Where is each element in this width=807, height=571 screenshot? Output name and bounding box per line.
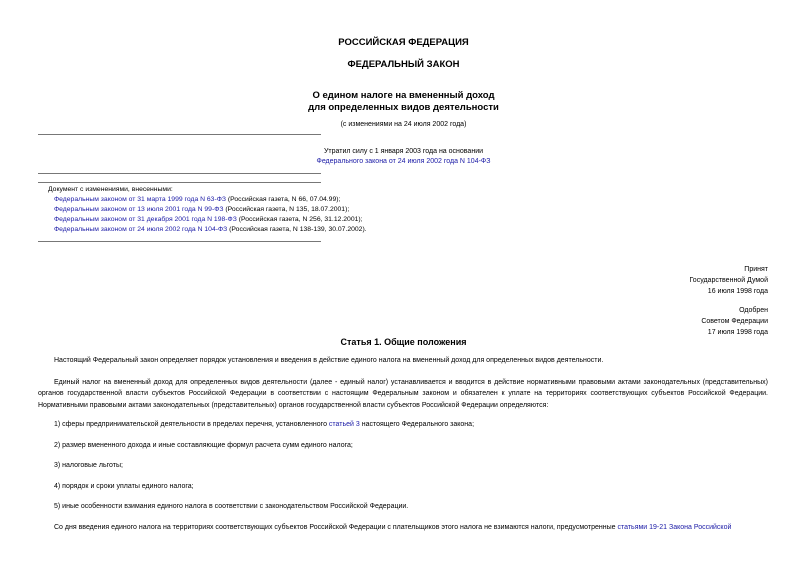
law-articles-link[interactable]: статьями 19-21 Закона Российской (617, 524, 732, 531)
void-notice-line2 (0, 158, 807, 165)
paragraph-text: Единый налог на вмененный доход для определенных видов деятельности (далее - единый налог) устанавливается и вводится в действие нормативными правовыми актами законодательных (представительных) органов государственной власти субъектов Российской Федерации в соответствии с настоящим Федеральным законом и обязателен к уплате на территориях соответствующих субъектов Российской Федерации. Нормативными правовыми актами законодательных (представительных) органов государственной власти субъектов Российской Федерации определяются: (38, 379, 768, 409)
amendment-note: (с изменениями на 24 июля 2002 года) (340, 121, 467, 128)
list-item (38, 501, 768, 512)
paragraph (38, 522, 768, 533)
article-heading: Статья 1. Общие положения (340, 337, 467, 347)
paragraph-text: Настоящий Федеральный закон определяет порядок установления и введения в действие единого налога на вмененный доход для определенных видов деятельности. (54, 357, 604, 364)
list-item-text: 2) размер вмененного дохода и иные составляющие формул расчета сумм единого налога; (54, 442, 353, 449)
list-item (38, 419, 768, 430)
article-3-link[interactable]: статьей 3 (328, 421, 360, 428)
law-title-line2: для определенных видов деятельности (308, 102, 499, 113)
list-item-text: 1) сферы предпринимательской деятельности в пределах перечня, установленного (54, 421, 329, 428)
void-law-link[interactable]: Федерального закона от 24 июля 2002 года N 104-ФЗ (316, 158, 491, 165)
amendment-source: (Российская газета, N 135, 18.07.2001); (223, 206, 350, 213)
divider (38, 134, 321, 135)
amendment-source: (Российская газета, N 256, 31.12.2001); (236, 216, 363, 223)
amendment-link[interactable]: Федеральным законом от 31 декабря 2001 года N 198-ФЗ (54, 216, 237, 223)
amendment-source: (Российская газета, N 66, 07.04.99); (226, 196, 341, 203)
approved-label: Одобрен (739, 307, 768, 314)
country-heading: РОССИЙСКАЯ ФЕДЕРАЦИЯ (338, 37, 469, 48)
list-item-text: настоящего Федерального закона; (359, 421, 475, 428)
amendment-link[interactable]: Федеральным законом от 31 марта 1999 года N 63-ФЗ (54, 196, 226, 203)
law-title-line1: О едином налоге на вмененный доход (312, 90, 495, 101)
list-item-text: 5) иные особенности взимания единого налога в соответствии с законодательством Российской Федерации. (54, 503, 409, 510)
amendment-item (54, 196, 340, 203)
divider (38, 173, 321, 174)
list-item (38, 481, 768, 492)
amendment-link[interactable]: Федеральным законом от 13 июля 2001 года N 99-ФЗ (54, 206, 224, 213)
list-item (38, 440, 768, 451)
paragraph (38, 355, 768, 366)
amendment-item (54, 206, 349, 213)
accepted-date: 16 июля 1998 года (707, 288, 768, 295)
law-type-heading: ФЕДЕРАЛЬНЫЙ ЗАКОН (347, 59, 460, 70)
amendment-item (54, 216, 363, 223)
divider (38, 241, 321, 242)
approved-by: Советом Федерации (701, 318, 768, 325)
list-item-text: 3) налоговые льготы; (54, 462, 123, 469)
amendment-source: (Российская газета, N 138-139, 30.07.2002). (227, 226, 367, 233)
approved-date: 17 июля 1998 года (707, 329, 768, 336)
list-item-text: 4) порядок и сроки уплаты единого налога; (54, 483, 194, 490)
accepted-label: Принят (744, 266, 768, 273)
amendment-item (54, 226, 367, 233)
list-item (38, 460, 768, 471)
paragraph-text: Со дня введения единого налога на территориях соответствующих субъектов Российской Федерации с плательщиков этого налога не взимаются налоги, предусмотренные (54, 524, 618, 531)
accepted-by: Государственной Думой (689, 277, 768, 284)
amendments-heading: Документ с изменениями, внесенными: (48, 186, 173, 193)
divider (38, 182, 321, 183)
amendment-link[interactable]: Федеральным законом от 24 июля 2002 года N 104-ФЗ (54, 226, 228, 233)
paragraph (38, 377, 768, 411)
void-notice-text: Утратил силу с 1 января 2003 года на основании (323, 148, 484, 155)
